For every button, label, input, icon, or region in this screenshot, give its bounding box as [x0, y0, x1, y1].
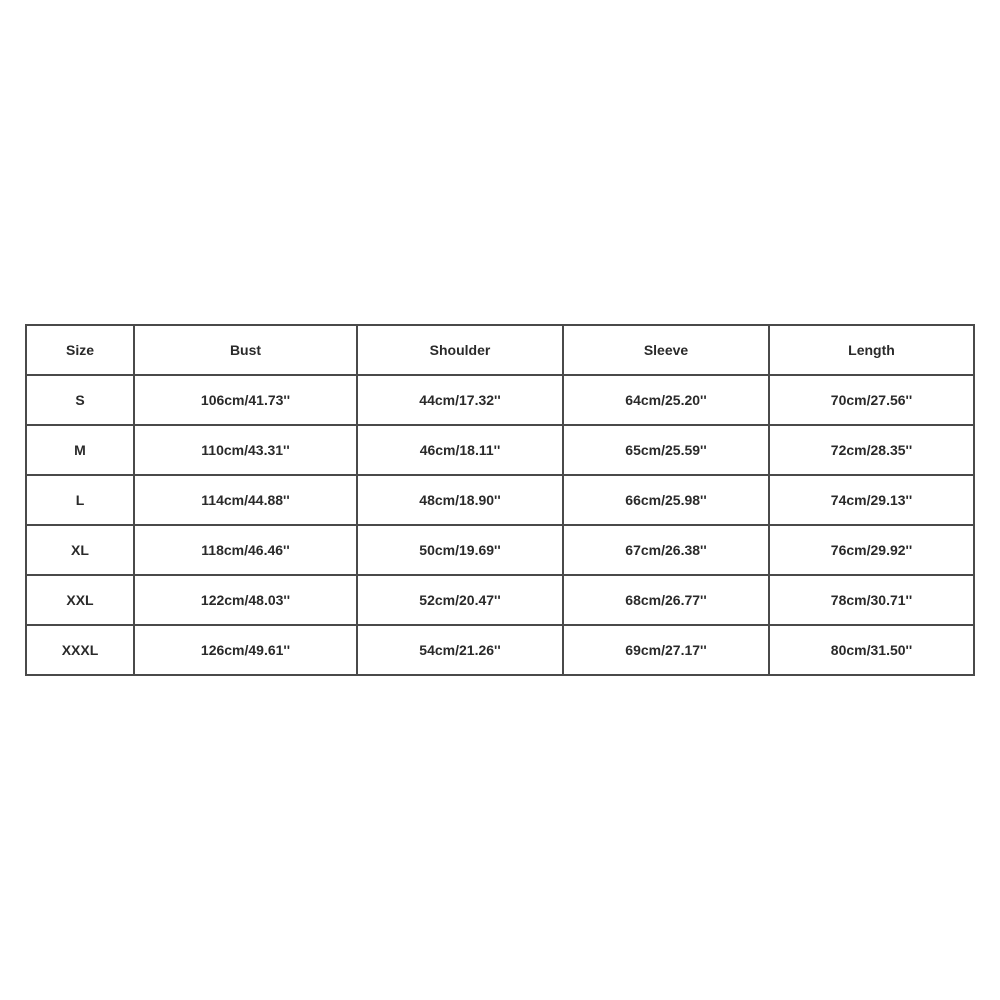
cell-sleeve: 64cm/25.20'' [563, 375, 769, 425]
cell-shoulder: 48cm/18.90'' [357, 475, 563, 525]
cell-length: 74cm/29.13'' [769, 475, 974, 525]
cell-length: 76cm/29.92'' [769, 525, 974, 575]
table-row [26, 475, 974, 525]
size-chart-table [25, 324, 975, 676]
table-header-row [26, 325, 974, 375]
cell-shoulder: 54cm/21.26'' [357, 625, 563, 675]
cell-shoulder: 50cm/19.69'' [357, 525, 563, 575]
cell-size: M [26, 425, 134, 475]
cell-bust: 122cm/48.03'' [134, 575, 357, 625]
cell-bust: 126cm/49.61'' [134, 625, 357, 675]
cell-bust: 118cm/46.46'' [134, 525, 357, 575]
table-row [26, 575, 974, 625]
cell-size: L [26, 475, 134, 525]
cell-size: XL [26, 525, 134, 575]
cell-shoulder: 52cm/20.47'' [357, 575, 563, 625]
cell-bust: 106cm/41.73'' [134, 375, 357, 425]
header-shoulder: Shoulder [357, 325, 563, 375]
cell-sleeve: 67cm/26.38'' [563, 525, 769, 575]
cell-bust: 110cm/43.31'' [134, 425, 357, 475]
header-size: Size [26, 325, 134, 375]
cell-sleeve: 68cm/26.77'' [563, 575, 769, 625]
cell-shoulder: 46cm/18.11'' [357, 425, 563, 475]
table-row [26, 625, 974, 675]
cell-size: XXL [26, 575, 134, 625]
table-row [26, 525, 974, 575]
header-length: Length [769, 325, 974, 375]
cell-sleeve: 66cm/25.98'' [563, 475, 769, 525]
cell-length: 78cm/30.71'' [769, 575, 974, 625]
cell-length: 70cm/27.56'' [769, 375, 974, 425]
cell-sleeve: 65cm/25.59'' [563, 425, 769, 475]
header-sleeve: Sleeve [563, 325, 769, 375]
cell-sleeve: 69cm/27.17'' [563, 625, 769, 675]
cell-bust: 114cm/44.88'' [134, 475, 357, 525]
cell-length: 80cm/31.50'' [769, 625, 974, 675]
cell-size: XXXL [26, 625, 134, 675]
header-bust: Bust [134, 325, 357, 375]
cell-length: 72cm/28.35'' [769, 425, 974, 475]
cell-shoulder: 44cm/17.32'' [357, 375, 563, 425]
cell-size: S [26, 375, 134, 425]
table-row [26, 425, 974, 475]
table-row [26, 375, 974, 425]
